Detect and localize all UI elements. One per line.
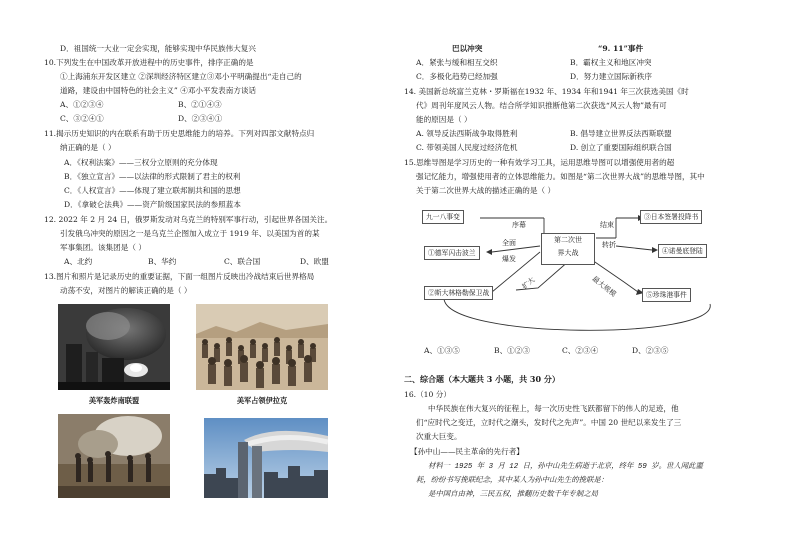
q13-option-c: C．多极化趋势已经加强	[416, 72, 498, 81]
q16-material-line2: 耗，纷纷书写挽联纪念，其中某人为孙中山先生的挽联是：	[416, 477, 609, 485]
mindmap-label-expand: 扩大	[520, 275, 537, 291]
q15-option-d: D、②③⑤	[632, 346, 669, 355]
mindmap-label-prelude: 序幕	[512, 221, 526, 229]
q12-line1: 12. 2022 年 2 月 24 日，俄罗斯发动对乌克兰的特别军事行动，引起世界各国关注。	[44, 215, 333, 224]
q12-option-a: A、北约	[64, 257, 93, 266]
mindmap-center-line2: 界大战	[557, 249, 579, 257]
q11-option-d: D．《拿破仑法典》——资产阶级国家民法的参照蓝本	[64, 200, 241, 209]
q11-option-b: B．《独立宣言》——以法律的形式限制了君主的权利	[64, 172, 241, 181]
q10-option-a: A、①②③④	[60, 100, 104, 109]
mindmap-label-outbreak-2: 爆发	[502, 255, 516, 263]
q13-option-d: D．努力建立国际新秩序	[570, 72, 653, 81]
mindmap-box-918-incident: 九一八事变	[422, 210, 464, 224]
q15-line2: 强记忆能力，增强使用者的立体思维能力。如图是“第二次世界大战”的思维导图，其中	[416, 172, 705, 181]
q15-line3: 关于第二次世界大战的描述正确的是（ ）	[416, 186, 556, 195]
q12-option-d: D、欧盟	[300, 257, 329, 266]
q12-line3: 军事集团。该集团是（ ）	[60, 243, 146, 252]
q14-option-c: C. 带领美国人民度过经济危机	[416, 143, 518, 152]
q13-option-a: A．紧张与缓和相互交织	[416, 58, 498, 67]
q12-option-b: B、华约	[148, 257, 177, 266]
q16-subtitle: 【孙中山——民主革命的先行者】	[410, 447, 524, 456]
q16-number: 16.（10 分）	[404, 390, 451, 399]
photo-israel-palestine	[58, 414, 170, 498]
mindmap-label-outbreak-1: 全面	[502, 239, 516, 247]
q16-material-line1: 材料一 1925 年 3 月 12 日，孙中山先生病逝于北京，终年 59 岁。世人闻此噩	[428, 463, 703, 471]
q14-option-a: A. 领导反法西斯战争取得胜利	[416, 129, 518, 138]
q11-stem-line2: 纳正确的是（ ）	[60, 143, 116, 152]
q10-stem: 10.下列发生在中国改革开放进程中的历史事件，排序正确的是	[44, 58, 254, 67]
q10-item-line2: 道路，建设由中国特色的社会主义” ④邓小平发表南方谈话	[60, 86, 257, 95]
q14-line2: 代》周刊年度风云人物。结合所学知识推断他第二次获选“风云人物”最有可	[416, 101, 667, 110]
q14-option-b: B. 倡导建立世界反法西斯联盟	[570, 129, 672, 138]
q10-option-b: B、②①④③	[178, 100, 222, 109]
mindmap-box-4: ④诺曼底登陆	[658, 244, 707, 258]
q12-option-c: C、联合国	[224, 257, 261, 266]
q14-line3: 能的原因是（ ）	[416, 115, 472, 124]
q15-option-b: B、①②③	[494, 346, 530, 355]
section-2-title: 二、综合题（本大题共 3 小题，共 30 分）	[404, 374, 560, 384]
q13-line2: 动荡不安，对图片的解读正确的是（ ）	[60, 286, 192, 295]
q14-line1: 14. 美国新总统富兰克林・罗斯福在1932 年、1934 年和1941 年三次获选美国《时	[404, 87, 689, 96]
q10-item-line1: ①上海浦东开发区建立 ②深圳经济特区建立③邓小平明确提出“走自己的	[60, 72, 302, 81]
mindmap-label-max-scale: 最大规模	[590, 274, 618, 299]
q16-para-line1: 中华民族在伟大复兴的征程上，每一次历史性飞跃都留下的伟人的足迹，他	[428, 404, 679, 413]
mindmap-label-turn: 转折	[602, 241, 616, 249]
caption-nato-bombing: 美军轰炸南联盟	[88, 396, 140, 405]
caption-israel-palestine: 巴以冲突	[452, 44, 483, 53]
mindmap-label-end: 结束	[600, 221, 614, 229]
mindmap-center	[541, 233, 595, 265]
mindmap-box-2: ②斯大林格勒保卫战	[424, 286, 493, 300]
photo-iraq-occupation	[196, 304, 328, 390]
caption-iraq-occupation: 美军占领伊拉克	[236, 396, 288, 405]
mindmap-center-line1: 第二次世	[554, 236, 582, 244]
q13-line1: 13.图片和照片是记录历史的重要证据，下面一组图片反映出冷战结束后世界格局	[44, 272, 315, 281]
photo-nato-bombing	[58, 304, 170, 390]
q10-option-d: D、②③④①	[178, 114, 223, 123]
photo-september-11	[204, 418, 328, 498]
mindmap-box-3: ③日本签署投降书	[640, 210, 702, 224]
mindmap-box-5: ⑤珍珠港事件	[642, 288, 691, 302]
q10-option-c: C、③②④①	[60, 114, 104, 123]
q16-material-line3: 是中国自由神，三民五权，推翻历史数千年专制之局	[428, 491, 598, 499]
q16-para-line2: 们“应时代之变迁，立时代之潮头，发时代之先声”。中国 20 世纪以来发生了三	[416, 418, 682, 427]
q12-line2: 引发俄乌冲突的原因之一是乌克兰企图加入成立于 1919 年、以美国为首的某	[60, 229, 320, 238]
q13-option-b: B．霸权主义和地区冲突	[570, 58, 652, 67]
q15-option-a: A、①③⑤	[424, 346, 460, 355]
q11-option-a: A．《权利法案》——三权分立原则的充分体现	[64, 158, 218, 167]
mindmap-box-1: ①德军闪击波兰	[424, 246, 480, 260]
q14-option-d: D. 创立了重要国际组织联合国	[570, 143, 672, 152]
q9-option-d: D．祖国统一大业一定会实现，能够实现中华民族伟大复兴	[60, 44, 256, 53]
caption-september-11: “9. 11”事件	[598, 44, 644, 53]
q16-para-line3: 次重大巨变。	[416, 432, 462, 441]
q11-stem-line1: 11.揭示历史知识的内在联系有助于历史思维能力的培养。下列对四部文献特点归	[44, 129, 315, 138]
q15-option-c: C、②③④	[562, 346, 599, 355]
q11-option-c: C．《人权宣言》——体现了建立联邦制共和国的思想	[64, 186, 241, 195]
q15-line1: 15.思维导图是学习历史的一种有效学习工具，运用思维导图可以增强使用者的超	[404, 158, 675, 167]
